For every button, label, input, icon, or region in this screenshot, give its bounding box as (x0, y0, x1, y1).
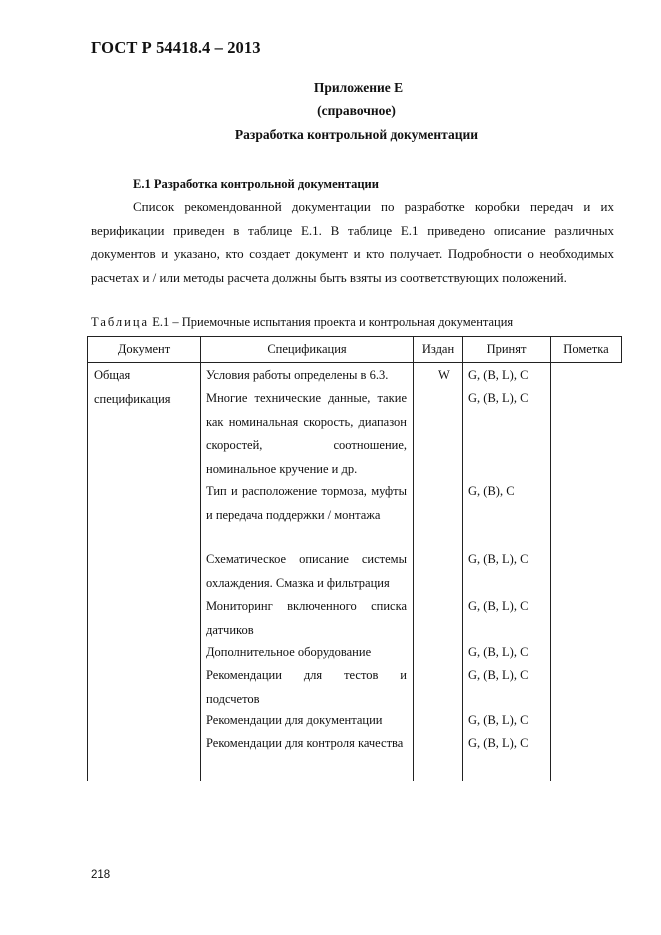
spec-cell: Многие технические данные, такие как номинальная скорость, диапазон скоростей, соотношение, номинальное кручение и др. (206, 391, 407, 476)
accepted-cell: G, (B, L), C (468, 391, 529, 405)
spec-cell: Рекомендации для тестов и подсчетов (206, 668, 407, 706)
page-number: 218 (91, 869, 111, 881)
spec-cell: Дополнительное оборудование (206, 645, 372, 659)
header-note: Пометка (563, 342, 609, 356)
header-specification: Спецификация (267, 342, 347, 356)
acceptance-table (87, 336, 622, 781)
issued-cell: W (438, 368, 450, 382)
accepted-cell: G, (B, L), C (468, 552, 529, 566)
table-caption-label: Таблица (91, 315, 150, 329)
accepted-cell: G, (B), C (468, 484, 515, 498)
header-divider (88, 362, 622, 363)
column-divider (550, 337, 551, 781)
table-caption (91, 315, 513, 330)
annex-heading: Разработка контрольной документации (234, 127, 479, 142)
section-paragraph: Список рекомендованной документации по разработке коробки передач и их верификации приведен в таблице Е.1. В таблице Е.1 приведено описание различных документов и указано, кто создает документ и кто получает. Подробности о необходимых расчетах и / или методы расчета должны быть взяты из соответствующих положений. (91, 199, 614, 285)
header-issued: Издан (421, 342, 455, 356)
spec-cell: Тип и расположение тормоза, муфты и передача поддержки / монтажа (206, 484, 407, 522)
table-caption-text: Е.1 – Приемочные испытания проекта и контрольная документация (149, 315, 514, 329)
section-title: Е.1 Разработка контрольной документации (133, 177, 379, 191)
document-name-line: спецификация (94, 391, 171, 406)
spec-cell: Условия работы определены в 6.3. (206, 368, 389, 382)
spec-cell: Мониторинг включенного списка датчиков (206, 599, 407, 637)
accepted-cell: G, (B, L), C (468, 368, 529, 382)
column-divider (413, 337, 414, 781)
column-divider (462, 337, 463, 781)
accepted-cell: G, (B, L), C (468, 599, 529, 613)
accepted-cell: G, (B, L), C (468, 736, 529, 750)
spec-cell: Схематическое описание системы охлаждения. Смазка и фильтрация (206, 552, 407, 590)
document-name-line: Общая (94, 368, 131, 382)
column-divider (200, 337, 201, 781)
spec-cell: Рекомендации для документации (206, 713, 383, 727)
column-divider (621, 337, 622, 363)
header-accepted: Принят (486, 342, 527, 356)
header-document: Документ (117, 342, 171, 356)
standard-header: ГОСТ Р 54418.4 – 2013 (91, 38, 261, 57)
accepted-cell: G, (B, L), C (468, 645, 529, 659)
accepted-cell: G, (B, L), C (468, 668, 529, 682)
annex-kind: (справочное) (317, 103, 396, 118)
spec-cell: Рекомендации для контроля качества (206, 736, 404, 750)
accepted-cell: G, (B, L), C (468, 713, 529, 727)
annex-title: Приложение Е (313, 80, 404, 95)
document-name (94, 364, 171, 411)
